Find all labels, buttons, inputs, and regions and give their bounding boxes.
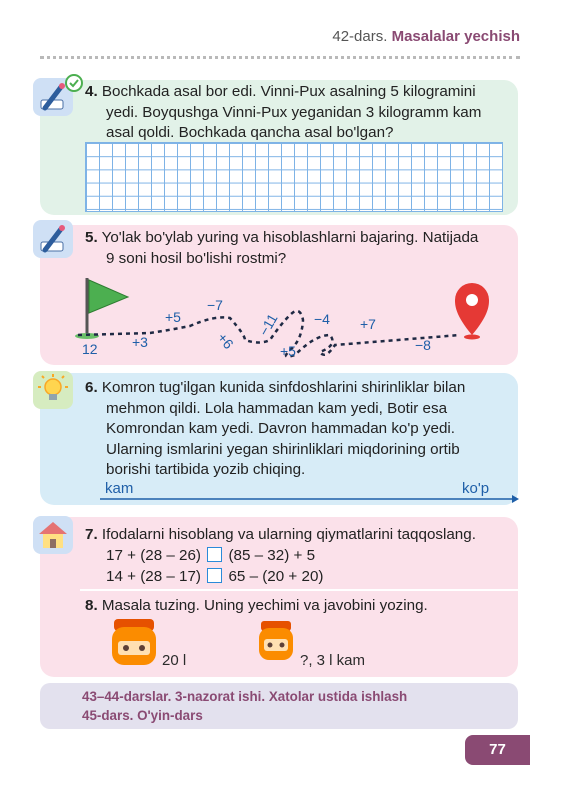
pencil-icon xyxy=(33,220,73,258)
honey-jar-icon xyxy=(256,619,296,663)
path-label: +3 xyxy=(132,334,148,350)
scale-arrow xyxy=(100,494,520,504)
scale-label-left: kam xyxy=(105,480,134,497)
task4-text xyxy=(85,82,481,144)
task8-instruction: Masala tuzing. Uning yechimi va javobini yozing. xyxy=(101,597,428,614)
header-divider xyxy=(40,56,520,59)
check-icon xyxy=(64,73,84,93)
task8-text xyxy=(85,596,428,617)
expr-right: 65 – (20 + 20) xyxy=(228,568,324,585)
task7-instruction: Ifodalarni hisoblang va ularning qiymatlarini taqqoslang. xyxy=(101,526,476,543)
answer-grid[interactable] xyxy=(85,142,503,212)
task7-row1 xyxy=(106,546,315,567)
task4-number: 4. xyxy=(85,83,98,100)
task7-number: 7. xyxy=(85,526,98,543)
house-icon xyxy=(33,516,73,554)
task5-text xyxy=(85,228,478,269)
task6-line-4: Ularning ismlarini yegan shirinliklari miqdorining ortib xyxy=(106,440,460,458)
honey-jar-icon xyxy=(108,617,160,669)
path-label: +5 xyxy=(280,343,296,359)
task6-line-2: mehmon qildi. Lola hammadan kam yedi, Botir esa xyxy=(106,399,448,417)
compare-box[interactable] xyxy=(207,547,222,562)
task6-text xyxy=(85,378,465,481)
task4-line-1: Bochkada asal bor edi. Vinni-Pux asalning 5 kilogramini xyxy=(101,83,476,100)
task7-text xyxy=(85,525,476,546)
jar2-amount: ?, 3 l kam xyxy=(300,652,366,669)
path-label: +7 xyxy=(360,316,376,332)
task5-line-1: Yo'lak bo'ylab yuring va hisoblashlarni bajaring. Natijada xyxy=(101,229,479,246)
lesson-title: Masalalar yechish xyxy=(391,28,520,45)
page-number: 77 xyxy=(465,735,530,765)
scale-label-right: ko'p xyxy=(462,480,490,497)
path-label-start: 12 xyxy=(82,341,98,357)
footer-line-2: 45-dars. O'yin-dars xyxy=(82,708,203,723)
task6-line-1: Komron tug'ilgan kunida sinfdoshlarini shirinliklar bilan xyxy=(101,379,466,396)
page-header xyxy=(332,28,520,45)
task6-line-5: borishi tartibida yozib chiqing. xyxy=(106,461,306,478)
lightbulb-icon xyxy=(33,371,73,409)
task7-row2 xyxy=(106,567,323,588)
footer-box xyxy=(40,683,518,729)
expr-left: 17 + (28 – 26) xyxy=(106,547,201,564)
task4-line-3: asal qoldi. Bochkada qancha asal bo'lgan? xyxy=(106,124,394,141)
task4-line-2: yedi. Boyqushga Vinni-Pux yeganidan 3 kilogramm kam xyxy=(106,103,482,121)
task8-number: 8. xyxy=(85,597,98,614)
path-label: −11 xyxy=(255,310,281,339)
task5-line-2: 9 soni hosil bo'lishi rostmi? xyxy=(106,249,287,267)
path-label: −7 xyxy=(207,297,223,313)
compare-box[interactable] xyxy=(207,568,222,583)
task5-number: 5. xyxy=(85,229,98,246)
lesson-number: 42-dars. xyxy=(332,28,388,45)
path-label: +6 xyxy=(214,329,237,353)
jar1-amount: 20 l xyxy=(162,652,187,669)
expr-right: (85 – 32) + 5 xyxy=(228,547,316,564)
task-divider xyxy=(80,589,518,591)
path-label: −4 xyxy=(314,311,330,327)
path-label: −8 xyxy=(415,337,431,353)
task6-number: 6. xyxy=(85,379,98,396)
path-label: +5 xyxy=(165,309,181,325)
task6-line-3: Komrondan kam yedi. Davron hammadan ko'p yedi. xyxy=(106,420,456,437)
expr-left: 14 + (28 – 17) xyxy=(106,568,201,585)
footer-line-1: 43–44-darslar. 3-nazorat ishi. Xatolar ustida ishlash xyxy=(82,689,408,704)
